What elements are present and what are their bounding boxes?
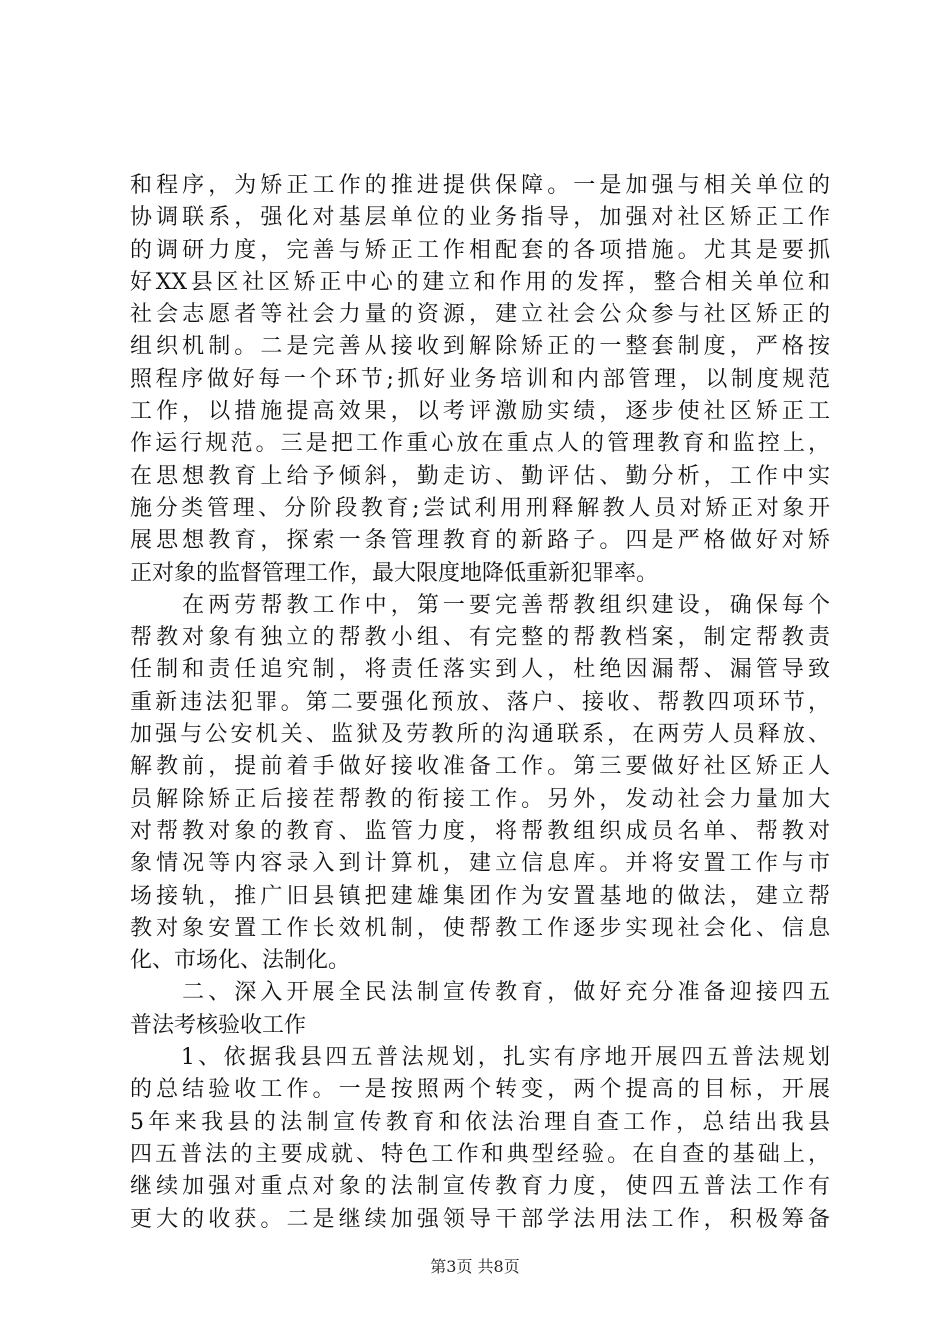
text-line: 四五普法的主要成就、特色工作和典型经验。在自查的基础上， xyxy=(130,1141,830,1167)
text-line: 的调研力度，完善与矫正工作相配套的各项措施。尤其是要抓 xyxy=(130,237,830,263)
text-line: 和程序，为矫正工作的推进提供保障。一是加强与相关单位的 xyxy=(130,173,830,198)
text-line: 照程序做好每一个环节;抓好业务培训和内部管理，以制度规范 xyxy=(130,366,830,392)
text-line: 员解除矫正后接茬帮教的衔接工作。另外，发动社会力量加大 xyxy=(130,786,830,812)
text-line: 5年来我县的法制宣传教育和依法治理自查工作，总结出我县 xyxy=(130,1109,830,1135)
text-line: 组织机制。二是完善从接收到解除矫正的一整套制度，严格按 xyxy=(130,334,830,360)
text-line: 工作，以措施提高效果，以考评激励实绩，逐步使社区矫正工 xyxy=(130,399,830,425)
text-line: 正对象的监督管理工作，最大限度地降低重新犯罪率。 xyxy=(130,560,659,586)
text-line: 1、依据我县四五普法规划，扎实有序地开展四五普法规划 xyxy=(130,1045,830,1071)
text-line: 化、市场化、法制化。 xyxy=(130,948,351,974)
text-line: 普法考核验收工作 xyxy=(130,1012,307,1038)
text-line: 象情况等内容录入到计算机，建立信息库。并将安置工作与市 xyxy=(130,851,830,877)
page-number-footer: 第3页 共8页 xyxy=(430,1257,520,1276)
text-line: 继续加强对重点对象的法制宣传教育力度，使四五普法工作有 xyxy=(130,1174,830,1200)
text-line: 在两劳帮教工作中，第一要完善帮教组织建设，确保每个 xyxy=(130,592,830,618)
text-line: 对帮教对象的教育、监管力度，将帮教组织成员名单、帮教对 xyxy=(130,818,830,844)
text-line: 协调联系，强化对基层单位的业务指导，加强对社区矫正工作 xyxy=(130,205,830,231)
text-line: 的总结验收工作。一是按照两个转变，两个提高的目标，开展 xyxy=(130,1077,830,1103)
text-line: 展思想教育，探索一条管理教育的新路子。四是严格做好对矫 xyxy=(130,528,830,554)
text-line: 社会志愿者等社会力量的资源，建立社会公众参与社区矫正的 xyxy=(130,302,830,328)
text-line: 加强与公安机关、监狱及劳教所的沟通联系，在两劳人员释放、 xyxy=(130,722,830,748)
text-line: 教对象安置工作长效机制，使帮教工作逐步实现社会化、信息 xyxy=(130,915,830,941)
text-line: 解教前，提前着手做好接收准备工作。第三要做好社区矫正人 xyxy=(130,754,830,780)
text-line: 任制和责任追究制，将责任落实到人，杜绝因漏帮、漏管导致 xyxy=(130,657,830,683)
text-line: 二、深入开展全民法制宣传教育，做好充分准备迎接四五 xyxy=(130,980,830,1006)
text-line: 帮教对象有独立的帮教小组、有完整的帮教档案，制定帮教责 xyxy=(130,625,830,651)
text-line: 在思想教育上给予倾斜，勤走访、勤评估、勤分析，工作中实 xyxy=(130,463,830,489)
text-line: 场接轨，推广旧县镇把建雄集团作为安置基地的做法，建立帮 xyxy=(130,883,830,909)
text-line: 更大的收获。二是继续加强领导干部学法用法工作，积极筹备 xyxy=(130,1206,830,1232)
text-line: 好XX县区社区矫正中心的建立和作用的发挥，整合相关单位和 xyxy=(130,269,830,295)
document-body xyxy=(130,170,830,1236)
text-line: 施分类管理、分阶段教育;尝试利用刑释解教人员对矫正对象开 xyxy=(130,495,830,521)
text-line: 作运行规范。三是把工作重心放在重点人的管理教育和监控上， xyxy=(130,431,830,457)
text-line: 重新违法犯罪。第二要强化预放、落户、接收、帮教四项环节， xyxy=(130,689,830,715)
